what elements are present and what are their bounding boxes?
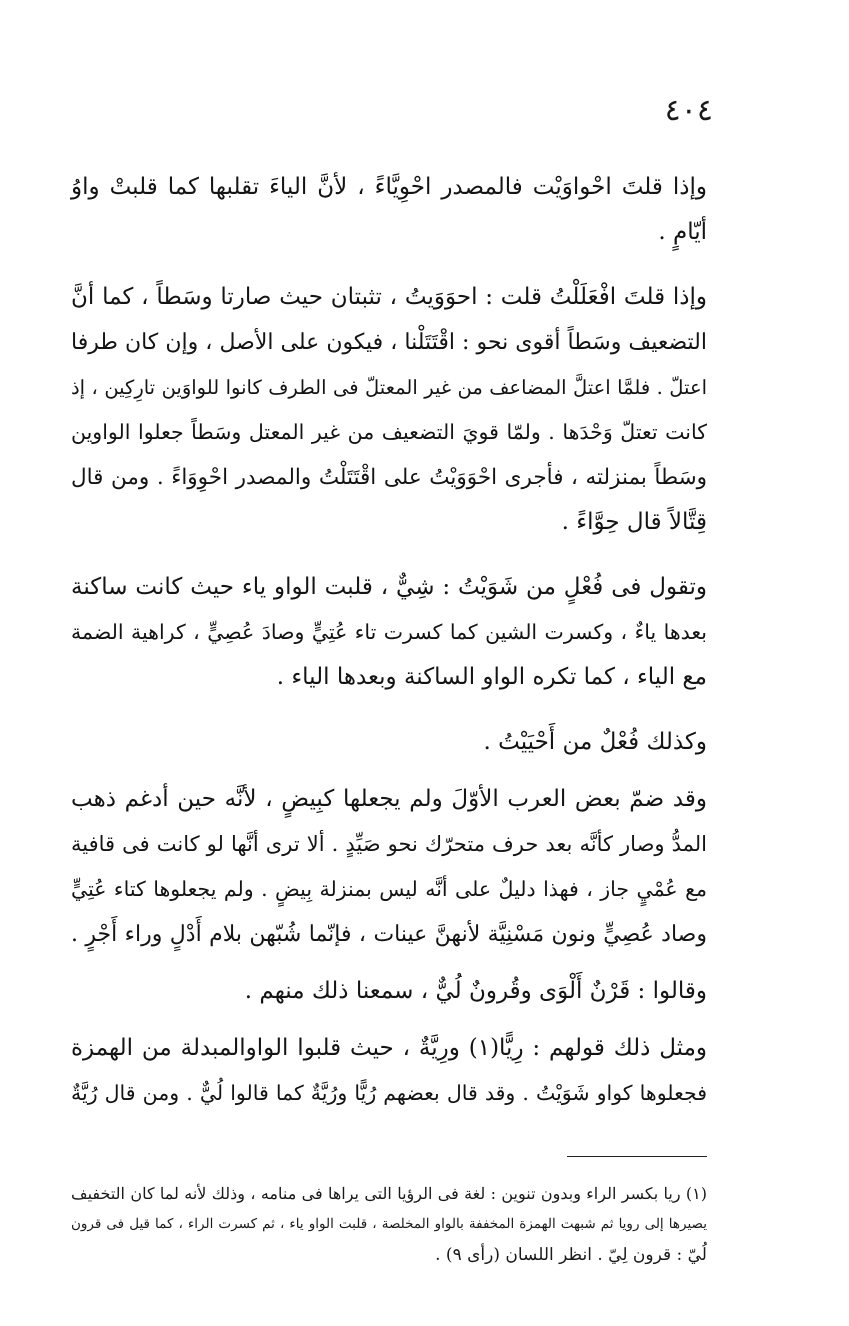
text-line: وإذا قلتَ افْعَلَلْتُ قلت : احوَوَيتُ ، تثبتان حيث صارتا وسَطاً ، كما أنَّ	[71, 284, 707, 310]
text-line: المدُّ وصار كأنَّه بعد حرف متحرّك نحو صَيِّدٍ . ألا ترى أنَّها لو كانت فى قافية	[71, 832, 707, 856]
text-line: مع عُمْيٍ جاز ، فهذا دليلٌ على أنَّه ليس بمنزلة بِيضٍ . ولم يجعلوها كتاء عُتِيٍّ	[71, 877, 707, 901]
paragraph	[71, 275, 707, 545]
footnote-divider	[567, 1156, 707, 1157]
text-line: وصاد عُصِيٍّ ونون مَسْنِيَّة لأنهنَّ عينات ، فإنّما شُبّهن بلام أَدْلٍ وراء أَجْرٍ .	[71, 922, 707, 947]
text-line: ومثل ذلك قولهم : رِيًّا(١) ورِيَّةٌ ، حيث قلبوا الواوالمبدلة من الهمزة	[71, 1035, 707, 1061]
text-line: وتقول فى فُعْلٍ من شَوَيْتُ : شِيٌّ ، قلبت الواو ياء حيث كانت ساكنة	[71, 574, 707, 600]
footnotes	[71, 1178, 707, 1271]
text-line: فجعلوها كواو شَوَيْتُ . وقد قال بعضهم رُيًّا ورُيَّةٌ كما قالوا لُيٌّ . ومن قال رُيَّةٌ	[71, 1081, 707, 1105]
text-line: قِتَّالاً قال حِوَّاءً .	[561, 509, 707, 535]
paragraph	[71, 565, 707, 700]
text-line: وإذا قلتَ احْواوَيْت فالمصدر احْوِيَّاءً ، لأنَّ الياءَ تقلبها كما قلبتْ واوُ	[71, 174, 707, 200]
paragraph	[71, 165, 707, 255]
paragraph	[71, 1026, 707, 1116]
text-line: كانت تعتلّ وَحْدَها . ولمّا قويَ التضعيف من غير المعتل وسَطاً جعلوا الواوين	[71, 420, 707, 444]
text-line: وقالوا : قَرْنٌ أَلْوَى وقُرونٌ لُيٌّ ، سمعنا ذلك منهم .	[244, 978, 707, 1004]
text-line: وسَطاً بمنزلته ، فأجرى احْوَوَيْتُ على اقْتَتَلْتُ والمصدر احْوِوَاءً . ومن قال	[71, 465, 707, 490]
footnote-line: لُيّ : قرون لِيّ . انظر اللسان (رأى ٩) .	[435, 1245, 707, 1265]
text-line: أيّامٍ .	[658, 219, 707, 245]
footnote-line: يصيرها إلى رويا ثم شبهت الهمزة المخففة بالواو المخلصة ، قلبت الواو ياء ، ثم كسرت الراء ، كما قيل فى قرون	[71, 1216, 707, 1232]
text-line: التضعيف وسَطاً أقوى نحو : اقْتَتَلْنا ، فيكون على الأصل ، وإن كان طرفا	[71, 330, 707, 355]
text-line: اعتلّ . فلمَّا اعتلَّ المضاعف من غير المعتلّ فى الطرف كانوا للواوَين تارِكِين ، إذ	[71, 376, 707, 399]
text-line: وكذلك فُعْلٌ من أَحْيَيْتُ .	[483, 729, 707, 755]
text-line: مع الياء ، كما تكره الواو الساكنة وبعدها الياء .	[276, 664, 707, 690]
paragraph	[71, 969, 707, 1014]
body-text	[71, 165, 707, 1136]
page-number: ٤٠٤	[664, 93, 713, 128]
paragraph	[71, 720, 707, 765]
paragraph	[71, 777, 707, 957]
text-line: وقد ضمّ بعض العرب الأوّلَ ولم يجعلها كبِيضٍ ، لأنَّه حين أدغم ذهب	[71, 786, 707, 812]
footnote-line: (١) ريا بكسر الراء وبدون تنوين : لغة فى الرؤيا التى يراها فى منامه ، وذلك لأنه لما كان التخفيف	[71, 1184, 707, 1203]
text-line: بعدها ياءٌ ، وكسرت الشين كما كسرت تاء عُتِيٍّ وصادَ عُصِيٍّ ، كراهية الضمة	[71, 620, 707, 644]
